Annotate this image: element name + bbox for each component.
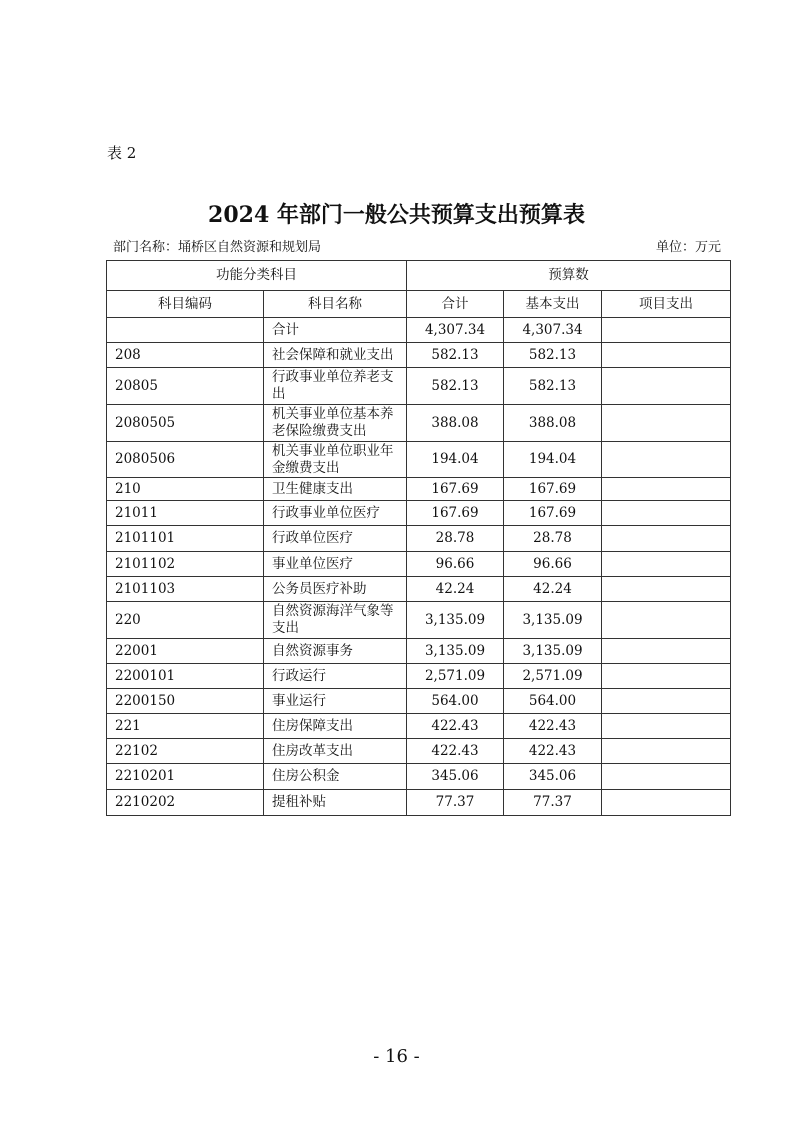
cell-name: 自然资源海洋气象等支出 <box>264 602 407 639</box>
table-row <box>107 478 731 501</box>
cell-name: 自然资源事务 <box>264 639 407 664</box>
cell-code: 2080506 <box>107 442 264 478</box>
cell-total: 167.69 <box>407 478 504 501</box>
cell-project <box>602 602 731 639</box>
table-row <box>107 689 731 714</box>
cell-basic: 422.43 <box>504 739 602 764</box>
cell-code: 2200101 <box>107 664 264 689</box>
table-row <box>107 552 731 577</box>
table-row <box>107 790 731 816</box>
cell-basic: 96.66 <box>504 552 602 577</box>
header-budget: 预算数 <box>407 261 731 291</box>
cell-project <box>602 739 731 764</box>
table-label: 表 2 <box>107 144 137 162</box>
cell-basic: 2,571.09 <box>504 664 602 689</box>
budget-table <box>106 260 731 816</box>
cell-basic: 345.06 <box>504 764 602 790</box>
cell-name: 行政单位医疗 <box>264 526 407 552</box>
cell-name: 合计 <box>264 318 407 343</box>
department-name: 部门名称：埇桥区自然资源和规划局 <box>113 240 322 255</box>
cell-code: 22001 <box>107 639 264 664</box>
cell-name: 机关事业单位基本养老保险缴费支出 <box>264 405 407 442</box>
cell-total: 3,135.09 <box>407 639 504 664</box>
cell-name: 社会保障和就业支出 <box>264 343 407 368</box>
table-row <box>107 639 731 664</box>
cell-name: 住房改革支出 <box>264 739 407 764</box>
cell-total: 42.24 <box>407 577 504 602</box>
cell-basic: 582.13 <box>504 368 602 405</box>
unit-label: 单位：万元 <box>655 240 721 255</box>
cell-name: 事业单位医疗 <box>264 552 407 577</box>
header-row <box>107 291 731 318</box>
cell-name: 行政事业单位医疗 <box>264 501 407 526</box>
cell-project <box>602 442 731 478</box>
cell-project <box>602 343 731 368</box>
cell-code <box>107 318 264 343</box>
table-row <box>107 764 731 790</box>
cell-basic: 3,135.09 <box>504 602 602 639</box>
cell-name: 行政运行 <box>264 664 407 689</box>
cell-basic: 4,307.34 <box>504 318 602 343</box>
cell-basic: 388.08 <box>504 405 602 442</box>
cell-code: 20805 <box>107 368 264 405</box>
cell-total: 422.43 <box>407 739 504 764</box>
cell-total: 77.37 <box>407 790 504 816</box>
cell-code: 2210202 <box>107 790 264 816</box>
table-row <box>107 343 731 368</box>
header-function: 功能分类科目 <box>107 261 407 291</box>
cell-basic: 167.69 <box>504 478 602 501</box>
cell-total: 96.66 <box>407 552 504 577</box>
cell-code: 2101102 <box>107 552 264 577</box>
cell-project <box>602 526 731 552</box>
cell-code: 2200150 <box>107 689 264 714</box>
cell-project <box>602 714 731 739</box>
cell-project <box>602 639 731 664</box>
cell-basic: 3,135.09 <box>504 639 602 664</box>
table-row <box>107 602 731 639</box>
table-row <box>107 501 731 526</box>
cell-total: 28.78 <box>407 526 504 552</box>
cell-basic: 42.24 <box>504 577 602 602</box>
cell-project <box>602 478 731 501</box>
cell-code: 21011 <box>107 501 264 526</box>
cell-total: 345.06 <box>407 764 504 790</box>
cell-project <box>602 368 731 405</box>
cell-name: 公务员医疗补助 <box>264 577 407 602</box>
cell-project <box>602 318 731 343</box>
header-total: 合计 <box>407 291 504 318</box>
cell-name: 住房保障支出 <box>264 714 407 739</box>
table-row <box>107 526 731 552</box>
cell-code: 210 <box>107 478 264 501</box>
cell-total: 2,571.09 <box>407 664 504 689</box>
cell-total: 388.08 <box>407 405 504 442</box>
cell-basic: 422.43 <box>504 714 602 739</box>
header-code: 科目编码 <box>107 291 264 318</box>
cell-basic: 167.69 <box>504 501 602 526</box>
cell-code: 22102 <box>107 739 264 764</box>
cell-basic: 194.04 <box>504 442 602 478</box>
cell-code: 221 <box>107 714 264 739</box>
cell-basic: 564.00 <box>504 689 602 714</box>
cell-basic: 28.78 <box>504 526 602 552</box>
cell-total: 564.00 <box>407 689 504 714</box>
cell-total: 4,307.34 <box>407 318 504 343</box>
table-row <box>107 318 731 343</box>
cell-basic: 582.13 <box>504 343 602 368</box>
cell-code: 208 <box>107 343 264 368</box>
table-row <box>107 664 731 689</box>
table-row <box>107 714 731 739</box>
cell-project <box>602 552 731 577</box>
cell-total: 3,135.09 <box>407 602 504 639</box>
cell-project <box>602 577 731 602</box>
table-row <box>107 368 731 405</box>
header-basic: 基本支出 <box>504 291 602 318</box>
cell-name: 机关事业单位职业年金缴费支出 <box>264 442 407 478</box>
cell-code: 2210201 <box>107 764 264 790</box>
cell-name: 提租补贴 <box>264 790 407 816</box>
cell-basic: 77.37 <box>504 790 602 816</box>
cell-name: 行政事业单位养老支出 <box>264 368 407 405</box>
cell-total: 582.13 <box>407 343 504 368</box>
cell-project <box>602 501 731 526</box>
cell-name: 卫生健康支出 <box>264 478 407 501</box>
table-row <box>107 577 731 602</box>
header-project: 项目支出 <box>602 291 731 318</box>
cell-total: 422.43 <box>407 714 504 739</box>
cell-project <box>602 664 731 689</box>
cell-code: 2101101 <box>107 526 264 552</box>
cell-total: 167.69 <box>407 501 504 526</box>
cell-project <box>602 689 731 714</box>
cell-code: 220 <box>107 602 264 639</box>
header-name: 科目名称 <box>264 291 407 318</box>
cell-total: 194.04 <box>407 442 504 478</box>
cell-name: 事业运行 <box>264 689 407 714</box>
cell-project <box>602 764 731 790</box>
page-number: - 16 - <box>373 1046 420 1067</box>
cell-total: 582.13 <box>407 368 504 405</box>
header-row-group <box>107 261 731 291</box>
cell-project <box>602 405 731 442</box>
cell-code: 2080505 <box>107 405 264 442</box>
table-row <box>107 405 731 442</box>
cell-code: 2101103 <box>107 577 264 602</box>
table-row <box>107 739 731 764</box>
page-title: 2024 年部门一般公共预算支出预算表 <box>208 202 585 228</box>
table-row <box>107 442 731 478</box>
cell-name: 住房公积金 <box>264 764 407 790</box>
cell-project <box>602 790 731 816</box>
